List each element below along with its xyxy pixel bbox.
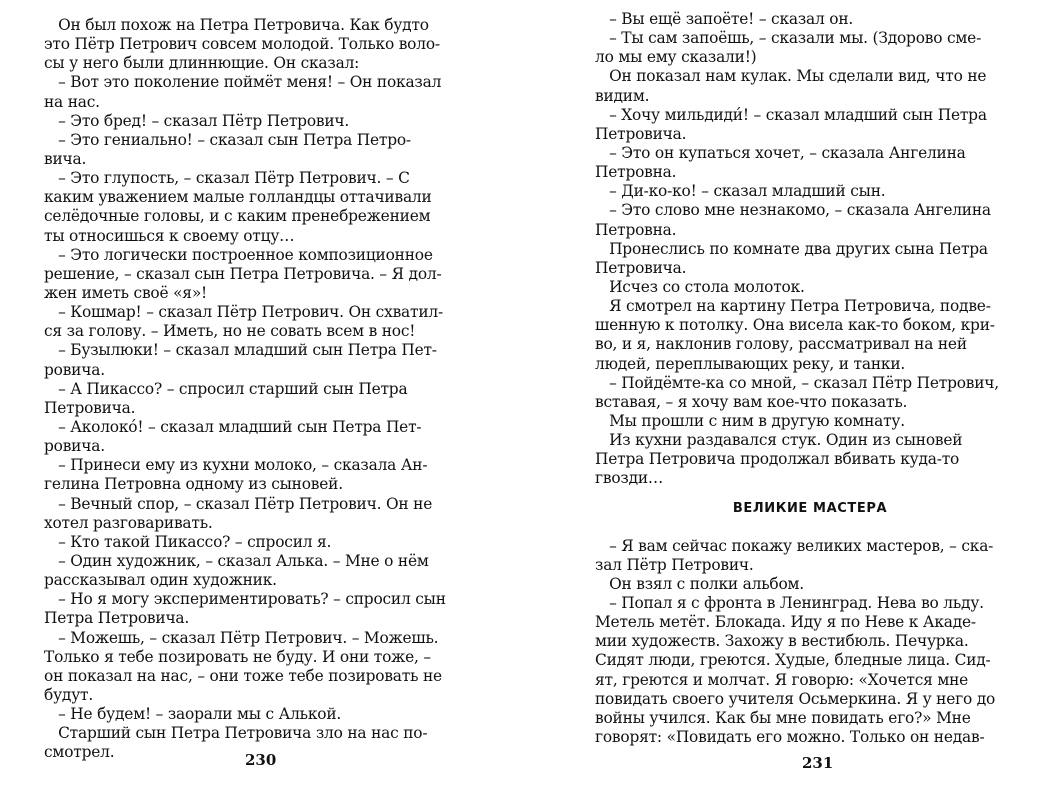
text-line: ся за голову. – Иметь, но не совать всем в нос! (44, 322, 416, 341)
text-line: – Вот это поколение поймёт меня! – Он показал (44, 73, 442, 92)
text-line: ровича. (44, 437, 105, 456)
text-line: Мы прошли с ним в другую комнату. (595, 411, 905, 430)
text-line: жен иметь своё «я»! (44, 283, 208, 302)
text-line: это Пётр Петрович совсем молодой. Только воло- (44, 35, 440, 54)
text-line: во, и я, наклонив голову, рассматривал на ней (595, 335, 967, 354)
text-line: гвозди… (595, 469, 664, 488)
text-line: Сидят люди, греются. Худые, бледные лица. Сид- (595, 651, 991, 670)
right-page-text-after (595, 537, 1025, 748)
text-line: смотрел. (44, 743, 115, 762)
text-line: – Бузылюки! – сказал младший сын Петра Пет- (44, 341, 437, 360)
text-line: хотел разговаривать. (44, 513, 213, 532)
text-line: ло мы ему сказали!) (595, 48, 757, 67)
text-line: повидать своего учителя Осьмеркина. Я у него до (595, 689, 996, 708)
text-line: – Ди-ко-ко! – сказал младший сын. (595, 182, 886, 201)
text-line: – Аколоко́! – сказал младший сын Петра Пет- (44, 417, 422, 436)
text-line: – Принеси ему из кухни молоко, – сказала Ан- (44, 456, 428, 475)
text-line: – А Пикассо? – спросил старший сын Петра (44, 379, 408, 398)
text-line: он показал на нас, – они тоже тебе позировать не (44, 666, 442, 685)
text-line: – Это логически построенное композиционное (44, 245, 433, 264)
text-line: вставая, – я хочу вам кое-что показать. (595, 392, 908, 411)
text-line: – Но я могу экспериментировать? – спросил сын (44, 590, 446, 609)
text-line: Из кухни раздавался стук. Один из сыновей (595, 431, 963, 450)
left-page-number: 230 (245, 751, 277, 769)
text-line: видим. (595, 86, 650, 105)
text-line: Петровна. (595, 220, 677, 239)
text-line: Пронеслись по комнате два других сына Петра (595, 239, 988, 258)
right-page-text-before (595, 10, 1025, 489)
text-line: мии художеств. Захожу в вестибюль. Печурка. (595, 632, 969, 651)
text-line: вича. (44, 149, 87, 168)
text-line: ровича. (44, 360, 105, 379)
text-line: – Вы ещё запоёте! – сказал он. (595, 10, 854, 28)
text-line: людей, переплывающих реку, и танки. (595, 354, 906, 373)
text-line: говорят: «Повидать его можно. Только он недав- (595, 727, 985, 746)
text-line: Только я тебе позировать не буду. И они тоже, – (44, 647, 431, 666)
text-line: – Вечный спор, – сказал Пётр Петрович. Он не (44, 494, 433, 513)
text-line: Петровича. (595, 258, 687, 277)
left-page-text (44, 16, 477, 762)
section-heading: ВЕЛИКИЕ МАСТЕРА (732, 500, 888, 516)
text-line: – Пойдёмте-ка со мной, – сказал Пётр Петрович, (595, 373, 999, 392)
text-line: – Хочу мильдиди́! – сказал младший сын Петра (595, 105, 987, 124)
right-page (523, 0, 1047, 800)
text-line: сы у него были длиннющие. Он сказал: (44, 54, 360, 73)
right-page-number: 231 (802, 754, 834, 772)
text-line: – Ты сам запоёшь, – сказали мы. (Здорово сме- (595, 29, 982, 48)
text-line: Он взял с полки альбом. (595, 574, 804, 593)
text-line: Он был похож на Петра Петровича. Как будто (44, 16, 429, 34)
text-line: – Не будем! – заорали мы с Алькой. (44, 705, 342, 724)
text-line: Метель метёт. Блокада. Иду я по Неве к Акаде- (595, 613, 976, 632)
text-line: решение, – сказал сын Петра Петровича. – Я дол- (44, 264, 442, 283)
text-line: рассказывал один художник. (44, 571, 277, 590)
text-line: – Кто такой Пикассо? – спросил я. (44, 532, 332, 551)
text-line: Петровна. (595, 163, 677, 182)
text-line: будут. (44, 685, 94, 704)
text-line: – Один художник, – сказал Алька. – Мне о нём (44, 551, 429, 570)
text-line: шенную к потолку. Она висела как-то боком, кри- (595, 316, 995, 335)
text-line: – Это гениально! – сказал сын Петра Петро- (44, 130, 411, 149)
text-line: ят, греются и молчат. Я говорю: «Хочется мне (595, 670, 969, 689)
text-line: – Это он купаться хочет, – сказала Ангелина (595, 143, 966, 162)
text-line: зал Пётр Петрович. (595, 555, 754, 574)
text-line: ты относишься к своему отцу… (44, 226, 295, 245)
text-line: Петра Петровича. (44, 609, 190, 628)
text-line: – Я вам сейчас покажу великих мастеров, – ска- (595, 536, 994, 555)
text-line: селёдочные головы, и с каким пренебрежением (44, 207, 431, 226)
text-line: – Кошмар! – сказал Пётр Петрович. Он схватил- (44, 303, 443, 322)
text-line: – Можешь, – сказал Пётр Петрович. – Можешь. (44, 628, 439, 647)
text-line: Он показал нам кулак. Мы сделали вид, что не (595, 67, 987, 86)
left-page (0, 0, 523, 800)
text-line: гелина Петровна одному из сыновей. (44, 475, 343, 494)
text-line: на нас. (44, 92, 100, 111)
text-line: войны учился. Как бы мне повидать его?» Мне (595, 708, 971, 727)
text-line: Старший сын Петра Петровича зло на нас по- (44, 724, 428, 743)
text-line: – Это слово мне незнакомо, – сказала Ангелина (595, 201, 991, 220)
text-line: Я смотрел на картину Петра Петровича, подве- (595, 297, 991, 316)
text-line: каким уважением малые голландцы оттачивали (44, 188, 432, 207)
text-line: – Это бред! – сказал Пётр Петрович. (44, 111, 350, 130)
text-line: Петровича. (595, 124, 687, 143)
text-line: – Это глупость, – сказал Пётр Петрович. – С (44, 169, 410, 188)
text-line: Исчез со стола молоток. (595, 277, 805, 296)
text-line: Петровича. (44, 398, 136, 417)
text-line: – Попал я с фронта в Ленинград. Нева во льду. (595, 593, 984, 612)
text-line: Петра Петровича продолжал вбивать куда-то (595, 450, 960, 469)
